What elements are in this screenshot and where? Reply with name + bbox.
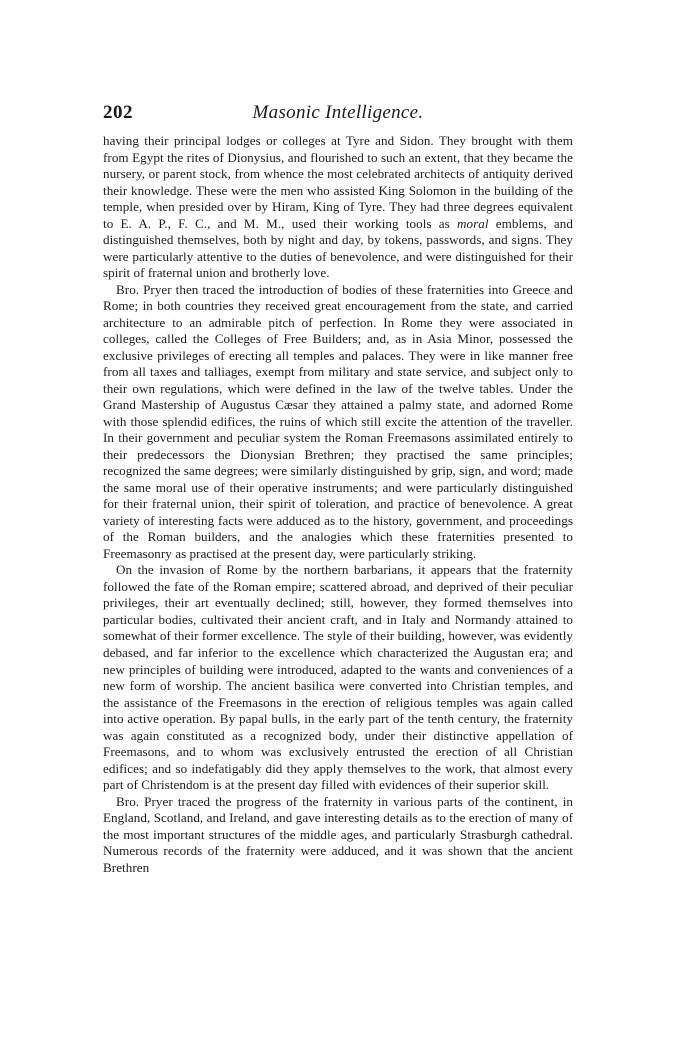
body-text (103, 133, 573, 876)
paragraph-invasion-of-rome: On the invasion of Rome by the northern barbarians, it appears that the fraternity followed the fate of the Roman empire; scattered abroad, and deprived of their peculiar privileges, their art eventually declined; still, however, they formed themselves into particular bodies, cultivated their ancient craft, and in Italy and Normandy attained to somewhat of their former excellence. The style of their building, however, was evidently debased, and far inferior to the excellence which characterized the Augustan era; and new principles of building were introduced, adapted to the wants and conveniences of a new form of worship. The ancient basilica were converted into Christian temples, and the assistance of the Freemasons in the erection of religious temples was again called into active operation. By papal bulls, in the early part of the tenth century, the fraternity was again constituted as a recognized body, under their distinctive appellation of Freemasons, and to whom was exclusively entrusted the erection of all Christian edifices; and so indefatigably did they apply themselves to the work, that almost every part of Christendom is at the present day filled with evidences of their superior skill. (103, 562, 573, 793)
paragraph-dionysian-architects (103, 133, 573, 282)
paragraph-text: emblems, and distinguished themselves, both by night and day, by tokens, passwords, and signs. They were particularly attentive to the duties of benevolence, and were distinguished for their spirit of fraternal union and brotherly love. (103, 215, 573, 281)
running-head: Masonic Intelligence. (252, 102, 424, 123)
page-number: 202 (103, 102, 133, 123)
paragraph-greece-rome: Bro. Pryer then traced the introduction of bodies of these fraternities into Greece and Rome; in both countries they received great encouragement from the state, and carried architecture to an admirable pitch of perfection. In Rome they were associated in colleges, called the Colleges of Free Builders; and, as in Asia Minor, possessed the exclusive privileges of erecting all temples and palaces. They were in like manner free from all taxes and talliages, exempt from military and state service, and subject only to their own regulations, which were defined in the law of the twelve tables. Under the Grand Mastership of Augustus Cæsar they attained a palmy state, and adorned Rome with those splendid edifices, the ruins of which still excite the attention of the traveller. In their government and peculiar system the Roman Freemasons assimilated entirely to their predecessors the Dionysian Brethren; they practised the same principles; recognized the same degrees; were similarly distinguished by grip, sign, and word; made the same moral use of their operative instruments; and were particularly distinguished for their fraternal union, their spirit of toleration, and practice of benevolence. A great variety of interesting facts were adduced as to the history, government, and proceedings of the Roman builders, and the analogies which these fraternities presented to Freemasonry as practised at the present day, were particularly striking. (103, 281, 573, 561)
paragraph-text: having their principal lodges or colleges at Tyre and Sidon. They brought with them from Egypt the rites of Dionysius, and flourished to such an extent, that they became the nursery, or parent stock, from whence the most celebrated architects of antiquity derived their knowledge. These were the men who assisted King Solomon in the building of the temple, when presided over by Hiram, King of Tyre. They had three degrees equivalent to E. A. P., F. C., and M. M., used their working tools as (103, 133, 573, 231)
italic-word: moral (457, 215, 489, 231)
page-header (103, 102, 573, 124)
paragraph-progress-of-fraternity: Bro. Pryer traced the progress of the fraternity in various parts of the continent, in England, Scotland, and Ireland, and gave interesting details as to the erection of many of the most important structures of the middle ages, and particularly Strasburgh cathedral. Numerous records of the fraternity were adduced, and it was shown that the ancient Brethren (103, 793, 573, 875)
